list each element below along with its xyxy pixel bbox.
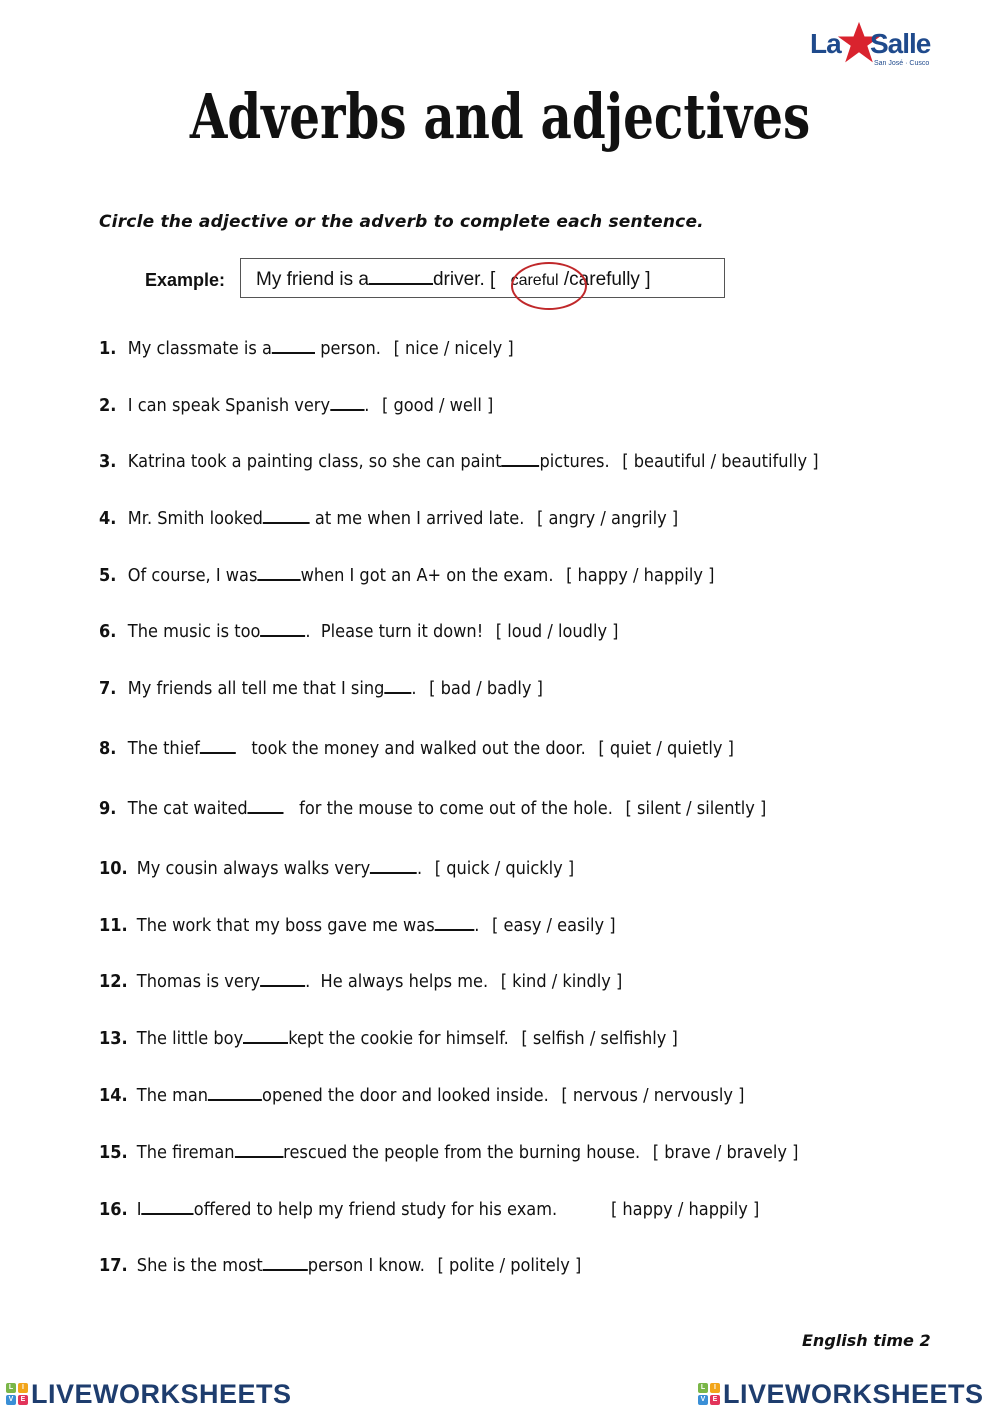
answer-blank[interactable] — [243, 1028, 288, 1044]
question-text-after: at me when I arrived late. — [309, 508, 525, 529]
question-text-after: for the mouse to come out of the hole. — [283, 798, 613, 819]
question-number: 5. — [99, 565, 117, 586]
question-number: 6. — [99, 621, 117, 642]
answer-blank[interactable] — [257, 565, 300, 581]
question-item — [99, 915, 616, 936]
answer-options[interactable]: [ bad / badly ] — [429, 678, 543, 699]
example-label: Example: — [145, 270, 226, 290]
liveworksheets-brand: LIVEWORKSHEETS — [31, 1378, 292, 1409]
question-number: 14. — [99, 1085, 128, 1106]
live-blocks-icon: L I V E — [6, 1383, 28, 1405]
question-text-before: Thomas is very — [136, 971, 261, 992]
answer-blank[interactable] — [263, 1255, 308, 1271]
answer-options[interactable]: [ brave / bravely ] — [652, 1142, 799, 1163]
question-item — [99, 1255, 581, 1276]
footer-note: English time 2 — [802, 1331, 931, 1350]
question-text-after: . — [411, 678, 417, 699]
question-text-before: My friends all tell me that I sing — [127, 678, 385, 699]
answer-options[interactable]: [ quiet / quietly ] — [598, 738, 734, 759]
question-number: 1. — [99, 338, 117, 359]
answer-blank[interactable] — [384, 678, 411, 694]
question-number: 7. — [99, 678, 117, 699]
answer-options[interactable]: [ kind / kindly ] — [500, 971, 623, 992]
question-text-before: The cat waited — [127, 798, 248, 819]
question-text-before: The little boy — [136, 1028, 244, 1049]
answer-options[interactable]: [ nervous / nervously ] — [561, 1085, 745, 1106]
question-text-after: offered to help my friend study for his exam. — [193, 1199, 558, 1220]
answer-blank[interactable] — [260, 621, 305, 637]
question-text-after: kept the cookie for himself. — [288, 1028, 509, 1049]
question-item — [99, 1199, 759, 1220]
question-text-after: rescued the people from the burning house. — [283, 1142, 641, 1163]
question-item — [99, 798, 766, 819]
answer-blank[interactable] — [248, 798, 284, 814]
question-text-before: Katrina took a painting class, so she can paint — [127, 451, 502, 472]
school-logo — [806, 26, 946, 76]
question-text-before: My cousin always walks very — [136, 858, 371, 879]
question-number: 13. — [99, 1028, 128, 1049]
answer-circle — [511, 262, 587, 310]
question-number: 9. — [99, 798, 117, 819]
question-item — [99, 1085, 744, 1106]
question-text-after: person. — [315, 338, 381, 359]
question-text-before: The work that my boss gave me was — [136, 915, 435, 936]
question-text-after: . Please turn it down! — [305, 621, 484, 642]
example-box — [240, 258, 725, 298]
question-text-before: Of course, I was — [127, 565, 258, 586]
answer-blank[interactable] — [435, 915, 475, 931]
question-item — [99, 508, 678, 529]
instruction-text: Circle the adjective or the adverb to complete each sentence. — [99, 212, 704, 232]
logo-text-la: La — [810, 28, 841, 59]
question-number: 11. — [99, 915, 128, 936]
question-item — [99, 1142, 798, 1163]
answer-options[interactable]: [ silent / silently ] — [625, 798, 767, 819]
question-number: 3. — [99, 451, 117, 472]
question-number: 16. — [99, 1199, 128, 1220]
answer-blank[interactable] — [502, 451, 540, 467]
question-number: 10. — [99, 858, 128, 879]
answer-options[interactable]: [ beautiful / beautifully ] — [622, 451, 819, 472]
liveworksheets-logo-right — [698, 1380, 984, 1408]
question-text-before: The fireman — [136, 1142, 235, 1163]
answer-options[interactable]: [ selfish / selfishly ] — [521, 1028, 678, 1049]
liveworksheets-brand: LIVEWORKSHEETS — [723, 1378, 984, 1409]
example-after: driver. [ — [432, 269, 496, 290]
question-text-before: She is the most — [136, 1255, 263, 1276]
question-number: 4. — [99, 508, 117, 529]
answer-blank[interactable] — [260, 971, 305, 987]
question-text-before: I can speak Spanish very — [127, 395, 331, 416]
question-text-before: My classmate is a — [127, 338, 272, 359]
question-text-before: I — [136, 1199, 142, 1220]
question-text-after: . — [474, 915, 480, 936]
page-title: Adverbs and adjectives — [189, 80, 811, 153]
question-text-after: when I got an A+ on the exam. — [300, 565, 554, 586]
question-item — [99, 338, 514, 359]
example-blank — [369, 268, 433, 285]
answer-blank[interactable] — [370, 858, 417, 874]
answer-options[interactable]: [ polite / politely ] — [437, 1255, 582, 1276]
live-blocks-icon: L I V E — [698, 1383, 720, 1405]
question-text-before: The thief — [127, 738, 200, 759]
example-separator: / — [563, 269, 570, 290]
answer-blank[interactable] — [235, 1142, 284, 1158]
answer-blank[interactable] — [272, 338, 315, 354]
logo-text-salle: Salle — [870, 28, 931, 59]
answer-options[interactable]: [ quick / quickly ] — [434, 858, 575, 879]
answer-options[interactable]: [ easy / easily ] — [492, 915, 616, 936]
question-text-after: person I know. — [307, 1255, 425, 1276]
question-text-after: took the money and walked out the door. — [235, 738, 586, 759]
question-item — [99, 451, 819, 472]
answer-options[interactable]: [ happy / happily ] — [569, 1199, 760, 1220]
example-option-circled: careful — [510, 272, 559, 289]
logo-subtitle: San José · Cusco — [874, 60, 930, 67]
question-item — [99, 565, 714, 586]
question-item — [99, 971, 622, 992]
question-text-before: The music is too — [127, 621, 261, 642]
question-item — [99, 858, 574, 879]
answer-blank[interactable] — [208, 1085, 262, 1101]
question-item — [99, 1028, 678, 1049]
question-item — [99, 395, 493, 416]
question-item — [99, 678, 543, 699]
example-before: My friend is a — [256, 269, 369, 290]
question-number: 8. — [99, 738, 117, 759]
liveworksheets-logo-left — [6, 1380, 292, 1408]
question-text-before: Mr. Smith looked — [127, 508, 263, 529]
question-number: 12. — [99, 971, 128, 992]
answer-options[interactable]: [ loud / loudly ] — [495, 621, 619, 642]
question-text-after: . He always helps me. — [305, 971, 489, 992]
question-number: 17. — [99, 1255, 128, 1276]
answer-options[interactable]: [ angry / angrily ] — [537, 508, 679, 529]
question-text-after: . — [364, 395, 370, 416]
question-text-after: opened the door and looked inside. — [262, 1085, 549, 1106]
question-text-after: pictures. — [539, 451, 610, 472]
answer-options[interactable]: [ happy / happily ] — [566, 565, 715, 586]
answer-blank[interactable] — [263, 508, 310, 524]
question-item — [99, 738, 734, 759]
question-number: 15. — [99, 1142, 128, 1163]
answer-blank[interactable] — [330, 395, 364, 411]
answer-blank[interactable] — [142, 1199, 194, 1215]
question-number: 2. — [99, 395, 117, 416]
answer-options[interactable]: [ good / well ] — [382, 395, 494, 416]
question-text-after: . — [416, 858, 423, 879]
answer-options[interactable]: [ nice / nicely ] — [393, 338, 514, 359]
question-item — [99, 621, 619, 642]
answer-blank[interactable] — [200, 738, 236, 754]
question-text-before: The man — [136, 1085, 209, 1106]
example-option-other: carefully ] — [569, 269, 651, 290]
